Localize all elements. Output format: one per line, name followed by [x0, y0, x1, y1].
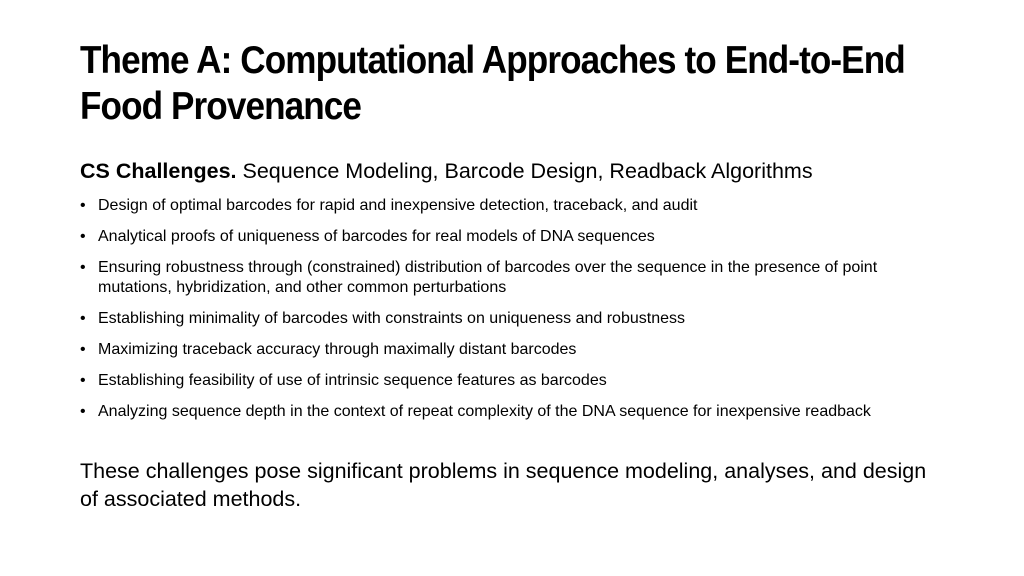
bullet-item: [80, 227, 950, 247]
bullet-text: Maximizing traceback accuracy through maximally distant barcodes: [98, 341, 577, 358]
slide-title: Theme A: Computational Approaches to End-to-End Food Provenance: [80, 39, 905, 128]
bullet-text: Establishing feasibility of use of intrinsic sequence features as barcodes: [98, 372, 607, 389]
bullet-item: [80, 258, 950, 298]
bullet-dot: •: [80, 341, 86, 358]
bullet-list: [80, 196, 950, 433]
subtitle-rest: Sequence Modeling, Barcode Design, Readback Algorithms: [236, 159, 813, 183]
bullet-dot: •: [80, 372, 86, 389]
slide-subtitle: [80, 158, 980, 184]
bullet-text: Design of optimal barcodes for rapid and inexpensive detection, traceback, and audit: [98, 197, 698, 214]
bullet-item: [80, 309, 950, 329]
closing-statement: These challenges pose significant problems in sequence modeling, analyses, and design of associated methods.: [80, 459, 927, 511]
bullet-dot: •: [80, 403, 86, 420]
bullet-item: [80, 371, 950, 391]
bullet-item: [80, 402, 950, 422]
bullet-text: Establishing minimality of barcodes with constraints on uniqueness and robustness: [98, 310, 685, 327]
bullet-text: Analytical proofs of uniqueness of barcodes for real models of DNA sequences: [98, 228, 655, 245]
bullet-item: [80, 340, 950, 360]
bullet-item: [80, 196, 950, 216]
bullet-dot: •: [80, 259, 86, 276]
bullet-text: Analyzing sequence depth in the context of repeat complexity of the DNA sequence for inexpensive readback: [98, 403, 871, 420]
bullet-dot: •: [80, 197, 86, 214]
bullet-dot: •: [80, 228, 86, 245]
subtitle-lead: CS Challenges.: [80, 159, 237, 183]
bullet-dot: •: [80, 310, 86, 327]
bullet-text: Ensuring robustness through (constrained) distribution of barcodes over the sequence in the presence of point mutations, hybridization, and other common perturbations: [98, 259, 878, 296]
